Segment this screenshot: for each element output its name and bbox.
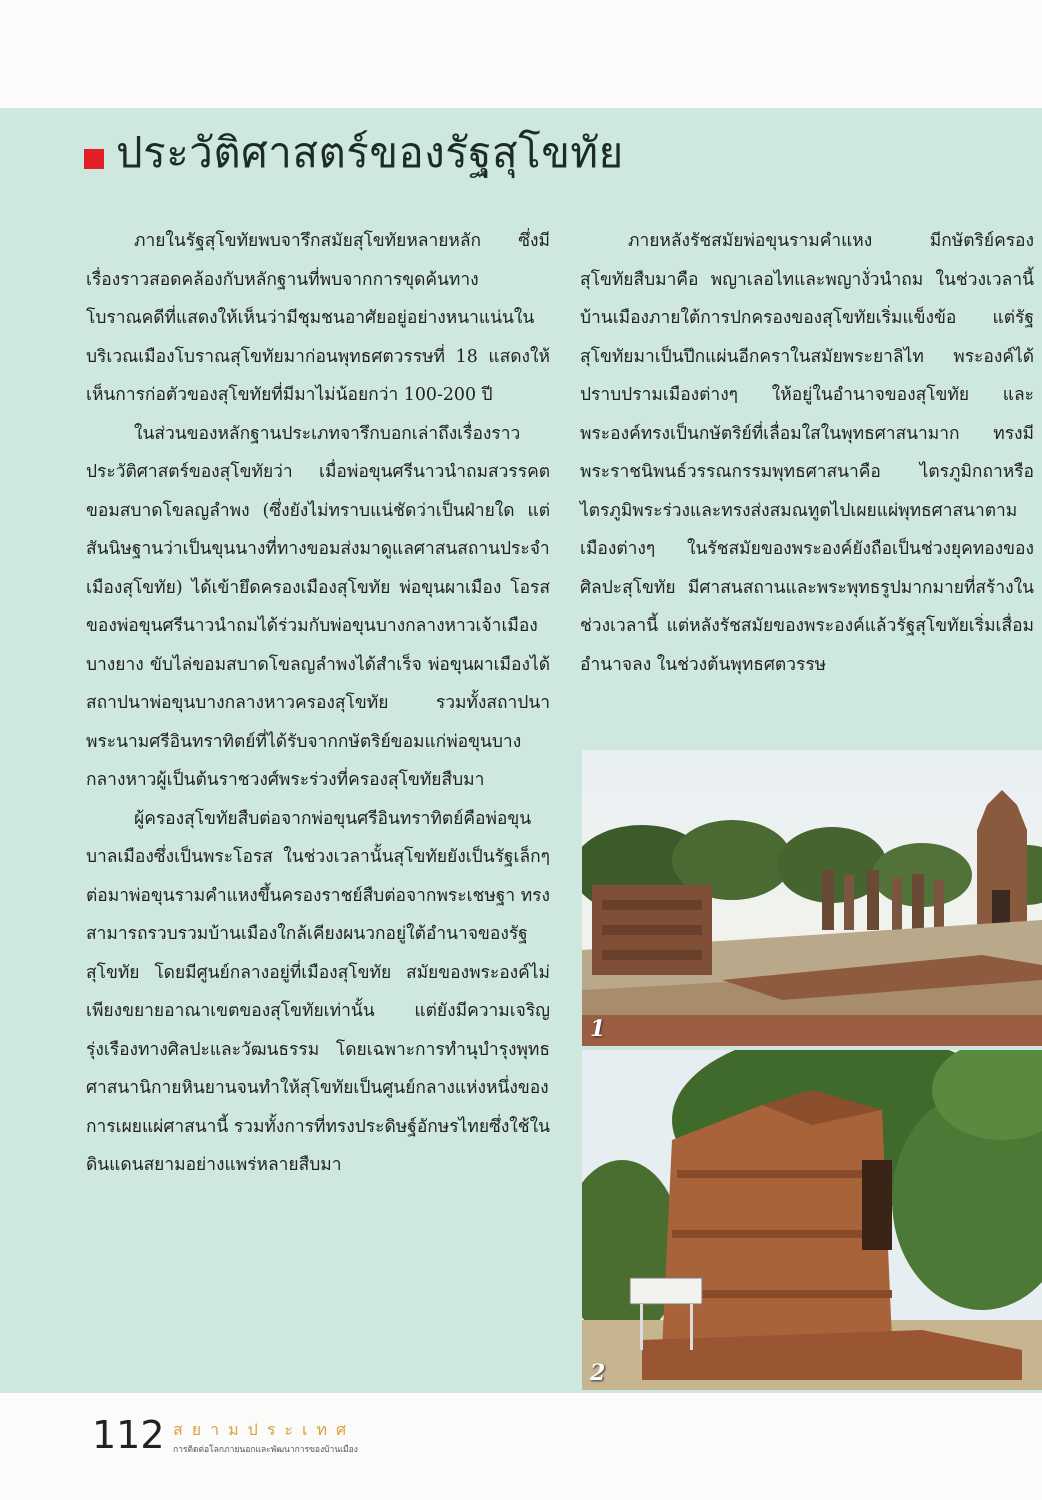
- photo-number: 2: [590, 1360, 606, 1386]
- title-marker-square: [84, 149, 104, 169]
- magazine-name: สยามประเทศ: [173, 1420, 356, 1439]
- page-number: 112: [92, 1413, 165, 1457]
- photo-number: 1: [590, 1016, 606, 1042]
- left-column: [86, 222, 550, 1185]
- article-title: ประวัติศาสตร์ของรัฐสุโขทัย: [116, 128, 624, 177]
- paragraph: ภายในรัฐสุโขทัยพบจารึกสมัยสุโขทัยหลายหลัก ซึ่งมีเรื่องราวสอดคล้องกับหลักฐานที่พบจากการขุดค้นทางโบราณคดีที่แสดงให้เห็นว่ามีชุมชนอาศัยอยู่อย่างหนาแน่นในบริเวณเมืองโบราณสุโขทัยมาก่อนพุทธศตวรรษที่ 18 แสดงให้เห็นการก่อตัวของสุโขทัยที่มีมาไม่น้อยกว่า 100-200 ปี: [86, 231, 550, 405]
- paragraph: ภายหลังรัชสมัยพ่อขุนรามคำแหง มีกษัตริย์ครองสุโขทัยสืบมาคือ พญาเลอไทและพญางั่วนำถม ในช่วงเวลานี้บ้านเมืองภายใต้การปกครองของสุโขทัยเริ่มแข็งข้อ แต่รัฐสุโขทัยมาเป็นปึกแผ่นอีกคราในสมัยพระยาลิไท พระองค์ได้ปราบปรามเมืองต่างๆ ให้อยู่ในอำนาจของสุโขทัย และพระองค์ทรงเป็นกษัตริย์ที่เลื่อมใสในพุทธศาสนามาก ทรงมีพระราชนิพนธ์วรรณกรรมพุทธศาสนาคือ ไตรภูมิกถาหรือไตรภูมิพระร่วงและทรงส่งสมณทูตไปเผยแผ่พุทธศาสนาตามเมืองต่างๆ ในรัชสมัยของพระองค์ยังถือเป็นช่วงยุคทองของศิลปะสุโขทัย มีศาสนสถานและพระพุทธรูปมากมายที่สร้างในช่วงเวลานี้ แต่หลังรัชสมัยของพระองค์แล้วรัฐสุโขทัยเริ่มเสื่อมอำนาจลง ในช่วงต้นพุทธศตวรรษ: [580, 231, 1034, 675]
- article-title-row: [84, 118, 624, 188]
- temple-ruins-photo: [582, 750, 1042, 1046]
- right-column: [580, 222, 1034, 684]
- temple-ruins-illustration: [582, 750, 1042, 1046]
- paragraph: ในส่วนของหลักฐานประเภทจารึกบอกเล่าถึงเรื่องราวประวัติศาสตร์ของสุโขทัยว่า เมื่อพ่อขุนศรีนาวนำถมสวรรคต ขอมสบาดโขลญลำพง (ซึ่งยังไม่ทราบแน่ชัดว่าเป็นฝ่ายใด แต่สันนิษฐานว่าเป็นขุนนางที่ทางขอมส่งมาดูแลศาสนสถานประจำเมืองสุโขทัย) ได้เข้ายึดครองเมืองสุโขทัย พ่อขุนผาเมือง โอรสของพ่อขุนศรีนาวนำถมได้ร่วมกับพ่อขุนบางกลางหาวเจ้าเมืองบางยาง ขับไล่ขอมสบาดโขลญลำพงได้สำเร็จ พ่อขุนผาเมืองได้สถาปนาพ่อขุนบางกลางหาวครองสุโขทัย รวมทั้งสถาปนาพระนามศรีอินทราทิตย์ที่ได้รับจากกษัตริย์ขอมแก่พ่อขุนบางกลางหาวผู้เป็นต้นราชวงศ์พระร่วงที่ครองสุโขทัยสืบมา: [86, 423, 550, 790]
- laterite-prang-illustration: [582, 1050, 1042, 1390]
- magazine-subtitle: การติดต่อโลกภายนอกและพัฒนาการของบ้านเมือง: [173, 1445, 358, 1455]
- laterite-prang-photo: [582, 1050, 1042, 1390]
- paragraph: ผู้ครองสุโขทัยสืบต่อจากพ่อขุนศรีอินทราทิตย์คือพ่อขุนบาลเมืองซึ่งเป็นพระโอรส ในช่วงเวลานั้นสุโขทัยยังเป็นรัฐเล็กๆ ต่อมาพ่อขุนรามคำแหงขึ้นครองราชย์สืบต่อจากพระเชษฐา ทรงสามารถรวบรวมบ้านเมืองใกล้เคียงผนวกอยู่ใต้อำนาจของรัฐสุโขทัย โดยมีศูนย์กลางอยู่ที่เมืองสุโขทัย สมัยของพระองค์ไม่เพียงขยายอาณาเขตของสุโขทัยเท่านั้น แต่ยังมีความเจริญรุ่งเรืองทางศิลปะและวัฒนธรรม โดยเฉพาะการทำนุบำรุงพุทธศาสนานิกายหินยานจนทำให้สุโขทัยเป็นศูนย์กลางแห่งหนึ่งของการเผยแผ่ศาสนานี้ รวมทั้งการที่ทรงประดิษฐ์อักษรไทยซึ่งใช้ในดินแดนสยามอย่างแพร่หลายสืบมา: [86, 808, 550, 1175]
